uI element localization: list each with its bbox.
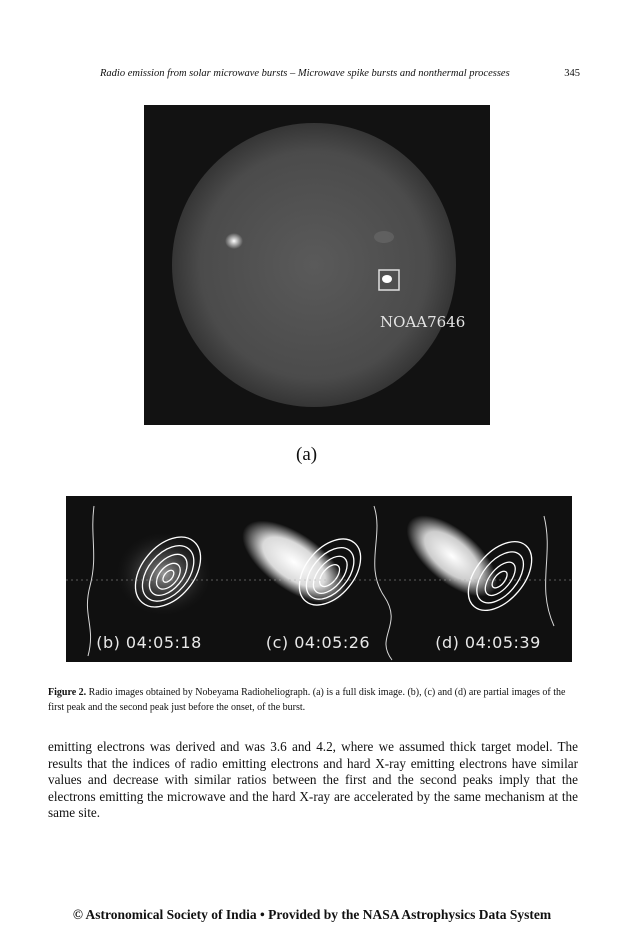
body-paragraph: emitting electrons was derived and was 3.6 and 4.2, where we assumed thick target model. The results that the indices of radio emitting electrons and hard X-ray emitting electrons have similar values and decrease with similar ratios between the first and the second peaks imply that the electrons emitting the microwave and the hard X-ray are accelerated by the same mechanism at the same site. xyxy=(48,739,578,821)
panel-c-label: (c) 04:05:26 xyxy=(265,633,371,652)
running-title: Radio emission from solar microwave bursts – Microwave spike bursts and nonthermal processes xyxy=(100,68,510,79)
panel-b-label: (b) 04:05:18 xyxy=(96,633,202,652)
faint-region xyxy=(374,231,394,243)
page-number: 345 xyxy=(564,68,580,79)
full-disk-svg xyxy=(144,105,490,425)
panel-d xyxy=(404,496,572,662)
running-head xyxy=(100,68,580,79)
caption-text: Radio images obtained by Nobeyama Radioheliograph. (a) is a full disk image. (b), (c) and (d) are partial images of the first peak and the second peak just before the onset, of the burst. xyxy=(48,687,566,713)
region-label: NOAA7646 xyxy=(380,313,466,331)
panel-b xyxy=(66,496,232,662)
partial-images xyxy=(66,496,572,662)
panel-c xyxy=(234,496,402,662)
caption-head: Figure 2. xyxy=(48,687,87,698)
figure-caption xyxy=(48,685,578,715)
active-region-spot xyxy=(382,275,392,283)
footer: © Astronomical Society of India • Provided by the NASA Astrophysics Data System xyxy=(72,907,552,922)
panel-d-label: (d) 04:05:39 xyxy=(435,633,541,652)
figure-a-label: (a) xyxy=(296,444,318,465)
bright-spot xyxy=(225,233,243,249)
full-disk-image xyxy=(144,105,490,425)
solar-disk xyxy=(172,123,456,407)
